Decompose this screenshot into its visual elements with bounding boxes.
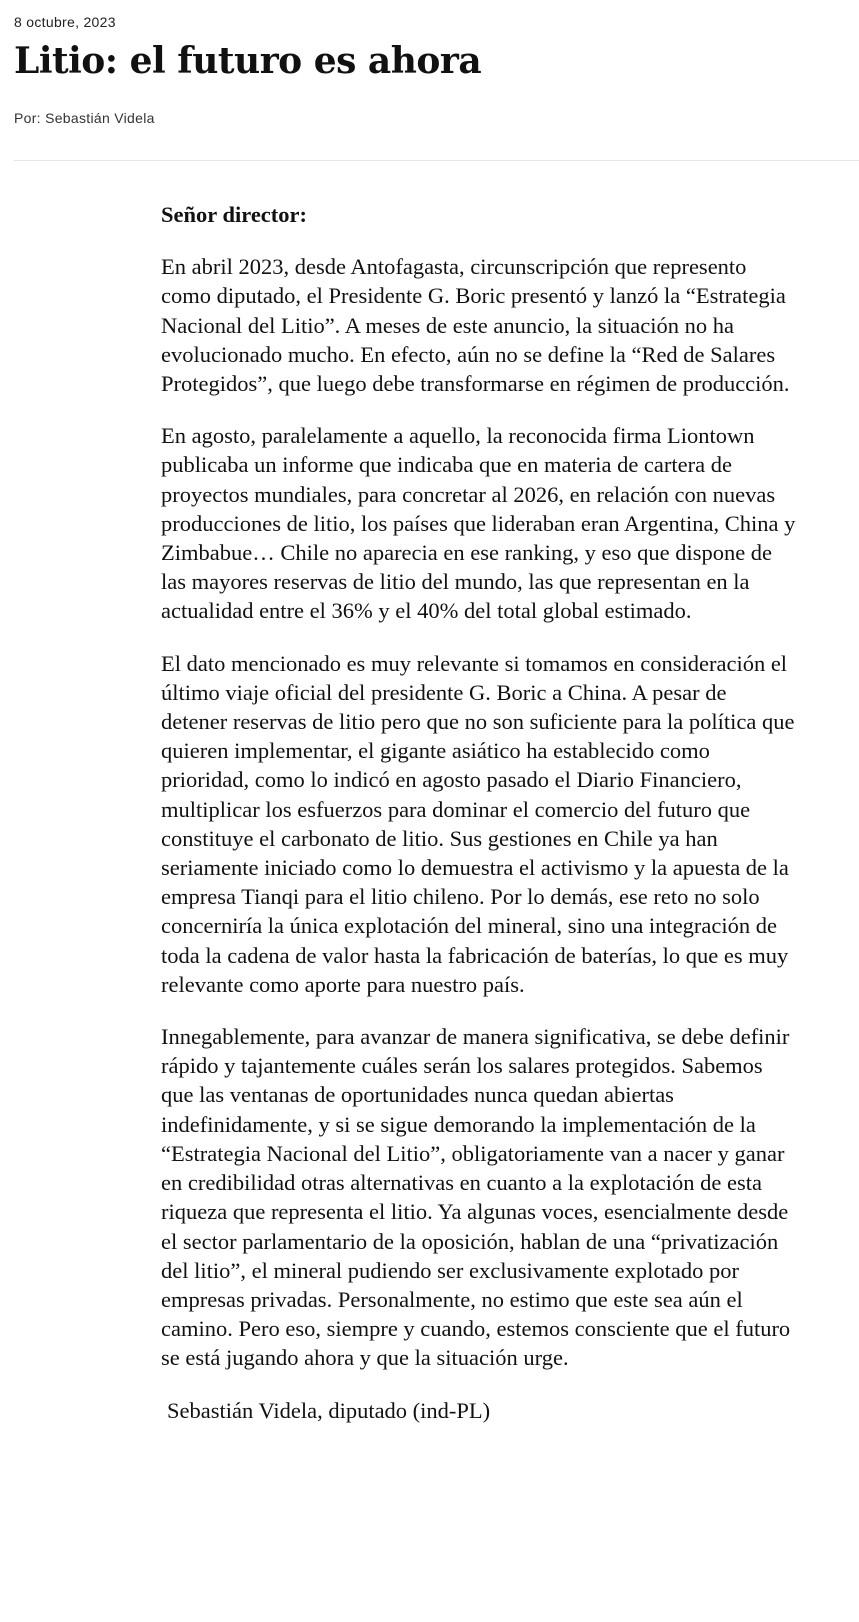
article-body (161, 200, 797, 1448)
article-paragraph-2: En agosto, paralelamente a aquello, la reconocida firma Liontown publicaba un informe que indicaba que en materia de cartera de proyectos mundiales, para concretar al 2026, en relación con nuevas producciones de litio, los países que lideraban eran Argentina, China y Zimbabue… Chile no aparecia en ese ranking, y eso que dispone de las mayores reservas de litio del mundo, las que representan en la actualidad entre el 36% y el 40% del total global estimado. (161, 423, 796, 624)
author-byline: Por: Sebastián Videla (14, 110, 155, 126)
header-divider (14, 160, 859, 161)
article-paragraph-1: En abril 2023, desde Antofagasta, circunscripción que represento como diputado, el Presidente G. Boric presentó y lanzó la “Estrategia Nacional del Litio”. A meses de este anuncio, la situación no ha evolucionado mucho. En efecto, aún no se define la “Red de Salares Protegidos”, que luego debe transformarse en régimen de producción. (161, 254, 790, 397)
letter-salutation: Señor director: (161, 202, 308, 227)
article-paragraph-4: Innegablemente, para avanzar de manera significativa, se debe definir rápido y tajantemente cuáles serán los salares protegidos. Sabemos que las ventanas de oportunidades nunca quedan abiertas indefinidamente, y si se sigue demorando la implementación de la “Estrategia Nacional del Litio”, obligatoriamente van a nacer y ganar en credibilidad otras alternativas en cuanto a la explotación de esta riqueza que representa el litio. Ya algunas voces, esencialmente desde el sector parlamentario de la oposición, hablan de una “privatización del litio”, el mineral pudiendo ser exclusivamente explotado por empresas privadas. Personalmente, no estimo que este sea aún el camino. Pero eso, siempre y cuando, estemos consciente que el futuro se está jugando ahora y que la situación urge. (161, 1024, 791, 1371)
article-title: Litio: el futuro es ahora (14, 40, 482, 82)
article-paragraph-3: El dato mencionado es muy relevante si tomamos en consideración el último viaje oficial del presidente G. Boric a China. A pesar de detener reservas de litio pero que no son suficiente para la política que quieren implementar, el gigante asiático ha establecido como prioridad, como lo indicó en agosto pasado el Diario Financiero, multiplicar los esfuerzos para dominar el comercio del futuro que constituye el carbonato de litio. Sus gestiones en Chile ya han seriamente iniciado como lo demuestra el activismo y la apuesta de la empresa Tianqi para el litio chileno. Por lo demás, ese reto no solo concerniría la única explotación del mineral, sino una integración de toda la cadena de valor hasta la fabricación de baterías, lo que es muy relevante como aporte para nuestro país. (161, 650, 795, 997)
letter-signature: Sebastián Videla, diputado (ind-PL) (167, 1397, 491, 1423)
publish-date: 8 octubre, 2023 (14, 14, 116, 30)
